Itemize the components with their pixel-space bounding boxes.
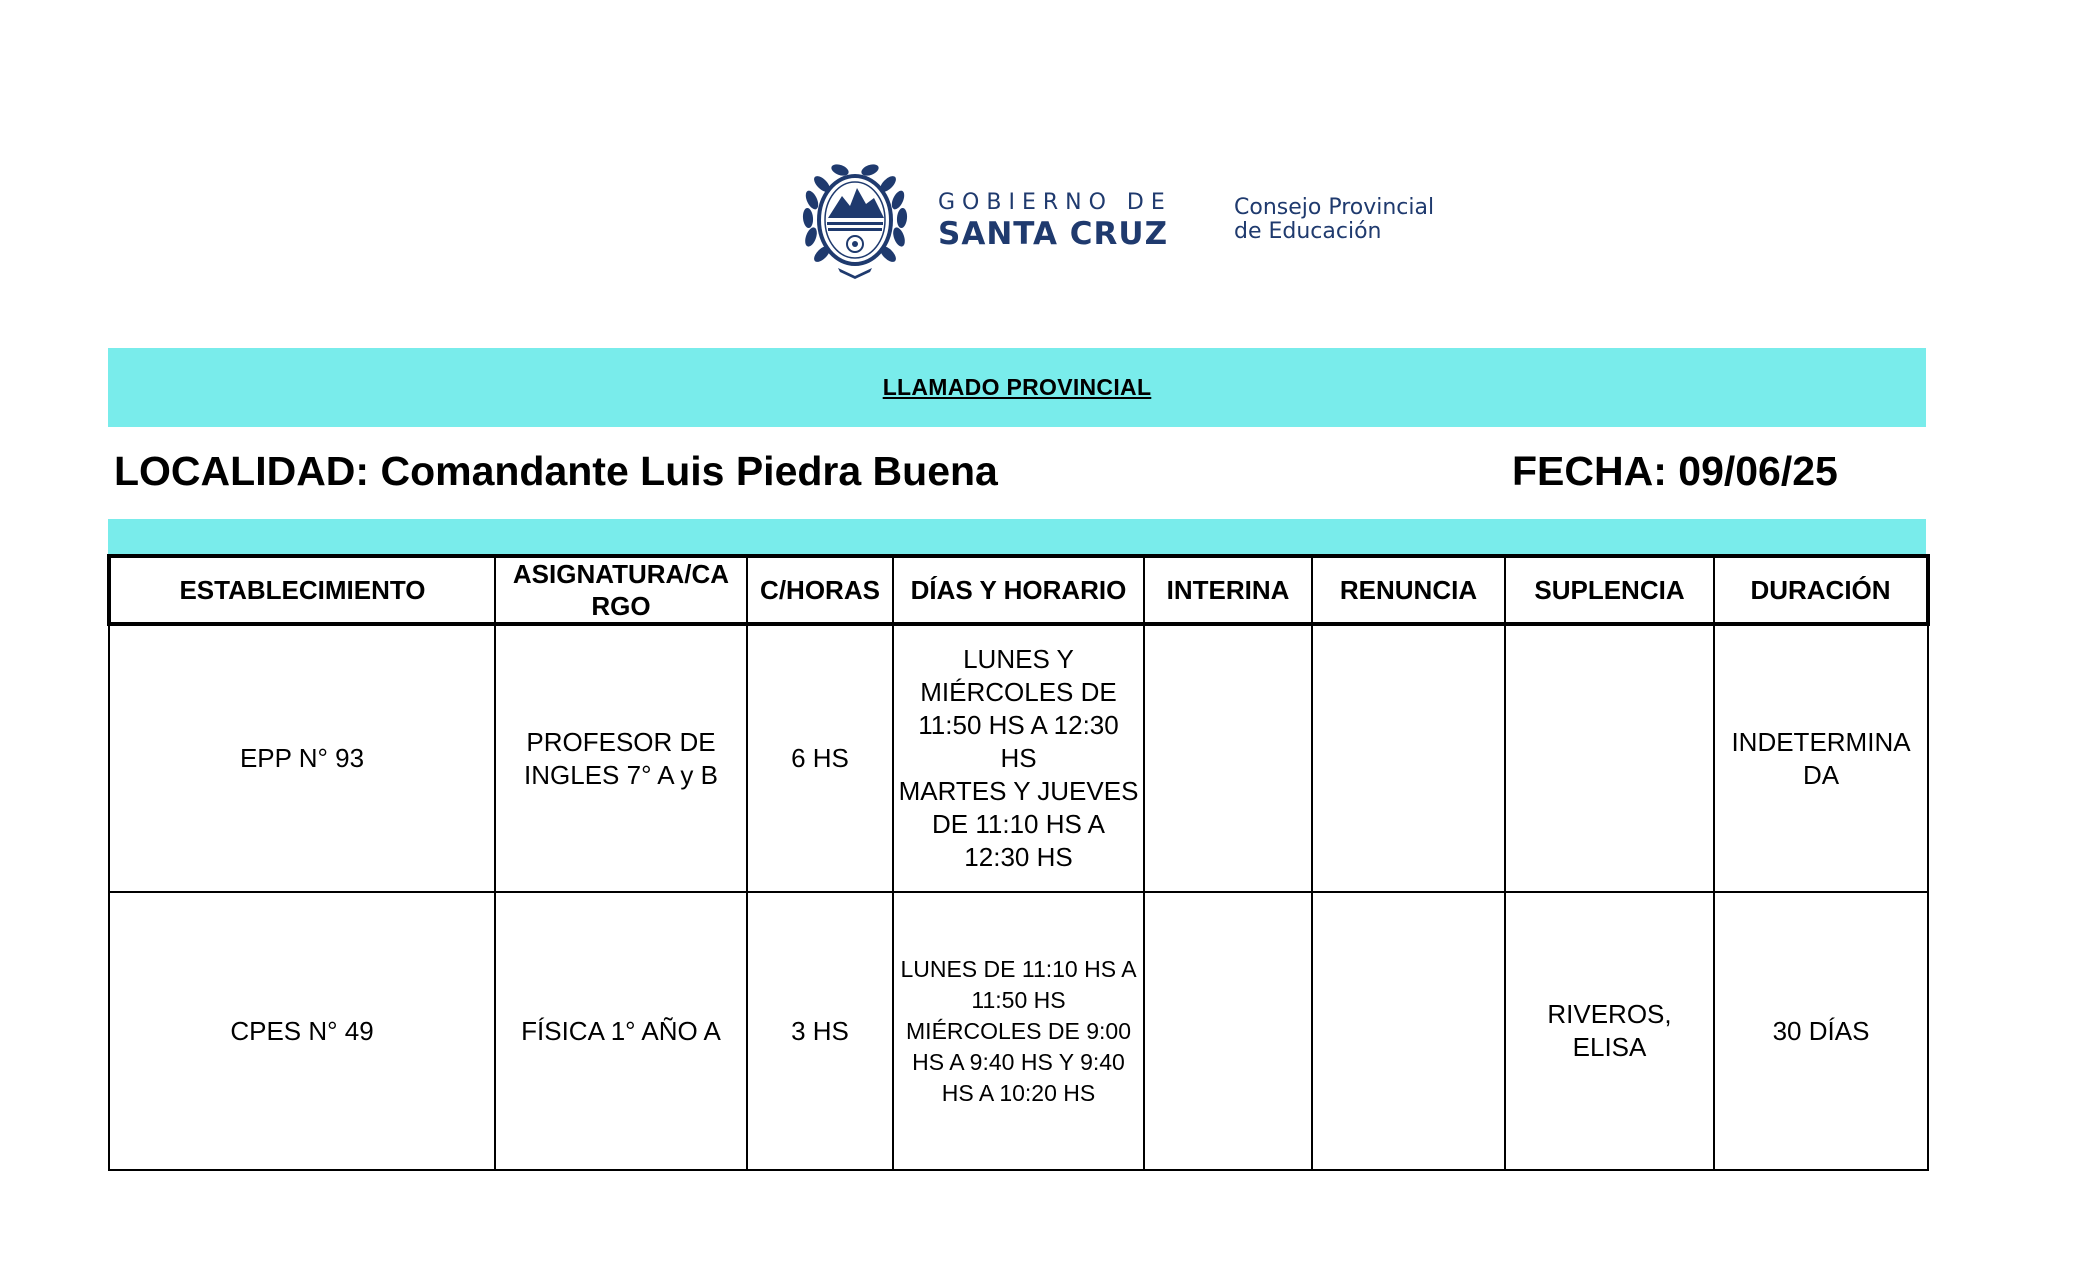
title-band: [108, 348, 1926, 427]
cell-interina: [1144, 892, 1312, 1170]
table-row: [109, 892, 1928, 1170]
column-header-renuncia: RENUNCIA: [1312, 556, 1505, 624]
column-header-suplencia: SUPLENCIA: [1505, 556, 1714, 624]
cell-renuncia: [1312, 892, 1505, 1170]
cell-renuncia: [1312, 624, 1505, 892]
table-row: [109, 624, 1928, 892]
cell-dias-horario: LUNES Y MIÉRCOLES DE 11:50 HS A 12:30 HS MARTES Y JUEVES DE 11:10 HS A 12:30 HS: [893, 624, 1144, 892]
cell-dias-horario: LUNES DE 11:10 HS A 11:50 HS MIÉRCOLES DE 9:00 HS A 9:40 HS Y 9:40 HS A 10:20 HS: [893, 892, 1144, 1170]
page-title: LLAMADO PROVINCIAL: [882, 374, 1152, 400]
cell-suplencia: RIVEROS, ELISA: [1505, 892, 1714, 1170]
cell-duracion: INDETERMINA DA: [1714, 624, 1928, 892]
cell-asignatura: PROFESOR DE INGLES 7° A y B: [495, 624, 747, 892]
localidad-heading: LOCALIDAD: Comandante Luis Piedra Buena: [114, 448, 998, 494]
gobierno-santa-cruz-wordmark: [938, 190, 1172, 252]
column-header-asignatura: ASIGNATURA/CA RGO: [495, 556, 747, 624]
cell-establecimiento: CPES N° 49: [109, 892, 495, 1170]
cell-horas: 3 HS: [747, 892, 893, 1170]
fecha-heading: FECHA: 09/06/25: [1512, 448, 1838, 494]
cell-horas: 6 HS: [747, 624, 893, 892]
llamado-table: [107, 554, 1930, 1171]
gobierno-de-text: GOBIERNO DE: [938, 190, 1172, 215]
consejo-line1: Consejo Provincial: [1234, 195, 1435, 220]
santa-cruz-coat-of-arms-icon: [800, 160, 910, 280]
column-header-interina: INTERINA: [1144, 556, 1312, 624]
separator-band: [108, 519, 1926, 555]
cell-asignatura: FÍSICA 1° AÑO A: [495, 892, 747, 1170]
column-header-duracion: DURACIÓN: [1714, 556, 1928, 624]
column-header-horas: C/HORAS: [747, 556, 893, 624]
table-header-row: [109, 556, 1928, 624]
cell-suplencia: [1505, 624, 1714, 892]
header-logo: [800, 160, 1480, 285]
consejo-line2: de Educación: [1234, 219, 1382, 244]
cell-interina: [1144, 624, 1312, 892]
cell-duracion: 30 DÍAS: [1714, 892, 1928, 1170]
column-header-dias-horario: DÍAS Y HORARIO: [893, 556, 1144, 624]
santa-cruz-text: SANTA CRUZ: [938, 216, 1169, 252]
consejo-provincial-wordmark: [1234, 196, 1434, 244]
cell-establecimiento: EPP N° 93: [109, 624, 495, 892]
column-header-establecimiento: ESTABLECIMIENTO: [109, 556, 495, 624]
